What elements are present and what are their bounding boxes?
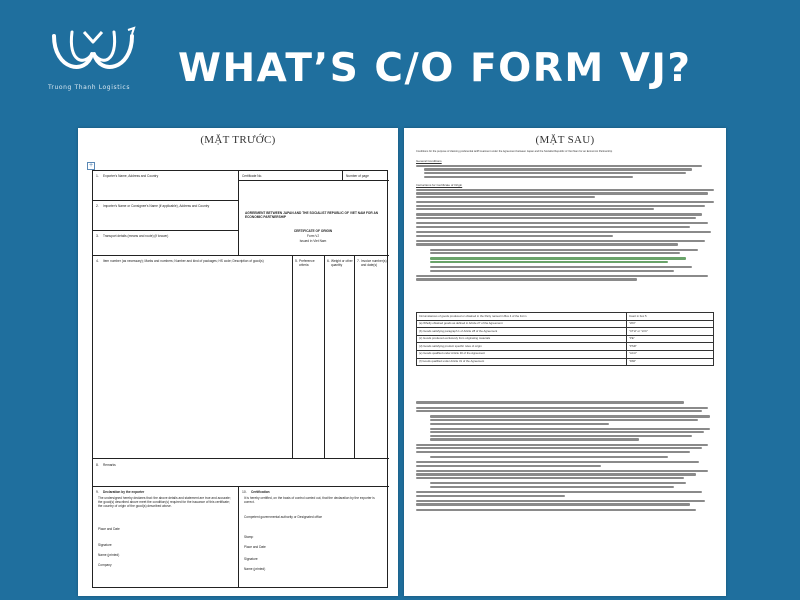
table-cell: (a) Wholly obtained goods as defined in Article 27 of the Agreement <box>417 321 627 328</box>
goods-section <box>93 255 389 459</box>
table-cell: "PE" <box>629 336 635 341</box>
table-cell: "PSR" <box>629 343 637 348</box>
declaration-company: Company <box>98 563 112 567</box>
table-cell: "ACU" <box>629 351 637 356</box>
instructions-section <box>416 184 714 282</box>
back-page <box>404 128 726 596</box>
table-cell: (d) Goods satisfying product specific rules of origin <box>417 343 627 350</box>
box-importer: 2. Importer's Name or Consignee's Name (if applicable), Address and Country <box>93 201 239 231</box>
page-headline: WHAT’S C/O FORM VJ? <box>178 46 692 91</box>
box-goods-label: Item number (as necessary); Marks and numbers; Number and kind of packages; HS code; Description of good(s) <box>103 259 264 263</box>
table-header <box>417 313 713 321</box>
instructions-title: Instructions for Certificate of Origin <box>416 184 463 187</box>
certification-title: Certification <box>251 490 270 494</box>
box-goods-description: 4. Item number (as necessary); Marks and numbers; Number and kind of packages; HS code; Description of good(s) <box>93 256 293 458</box>
table-row <box>417 328 713 336</box>
back-intro-text: Conditions for the purpose of claiming preferential tariff treatment under the Agreement between Japan and the Socialist Republic of Viet Nam for an Economic Partnership <box>416 150 613 153</box>
table-row <box>417 336 713 344</box>
general-conditions-title: General Conditions <box>416 160 442 163</box>
box-reference <box>239 171 343 181</box>
table-row <box>417 343 713 351</box>
declaration-body: The undersigned hereby declares that: the above details and statement are true and accurate; the good(s) described above meet the condition(s) required for the issuance of this certificate; the country of origin of the good(s) described above. <box>98 496 231 508</box>
box-transport-label: Transport details (means and route) (if known) <box>103 234 169 238</box>
table-cell: "CTH" or "LVC" <box>629 328 648 333</box>
table-cell: "DMI" <box>629 359 637 364</box>
table-row <box>417 359 713 366</box>
box-remarks: 8. Remarks <box>93 459 389 487</box>
logo-mark-icon <box>48 26 138 82</box>
form-vj-front <box>92 170 388 588</box>
agreement-title: AGREEMENT BETWEEN JAPAN AND THE SOCIALIST REPUBLIC OF VIET NAM FOR AN ECONOMIC PARTNERSHIP <box>245 211 379 219</box>
move-handle-icon[interactable]: + <box>88 162 94 169</box>
box-page <box>343 171 389 181</box>
front-page-title: (MẶT TRƯỚC) <box>200 134 276 146</box>
table-cell: "WO" <box>629 321 636 326</box>
certification-place-date: Place and Date <box>244 545 266 549</box>
certification-body: It is hereby certified, on the basis of control carried out, that the declaration by the exporter is correct. <box>244 496 375 504</box>
box-invoice: 7. Invoice number(s) and date(s) <box>357 259 387 267</box>
company-logo <box>48 26 138 92</box>
certification-stamp: Stamp <box>244 535 254 539</box>
box-page-label: Number of page <box>346 174 369 178</box>
box-reference-label: Certificate No. <box>242 174 263 178</box>
box-remarks-label: Remarks <box>103 463 116 467</box>
declaration-title: Declaration by the exporter <box>103 490 145 494</box>
box-preference-label: Preference criteria <box>299 259 315 267</box>
table-row <box>417 321 713 329</box>
table-cell: (f) Goods qualified under Article 31 of the Agreement <box>417 359 627 366</box>
back-page-title: (MẶT SAU) <box>535 134 595 146</box>
box-transport: 3. Transport details (means and route) (if known) <box>93 231 239 255</box>
box-weight: 6. Weight or other quantity <box>325 256 355 458</box>
declaration-place-date: Place and Date <box>98 527 120 531</box>
preference-criteria-table <box>416 312 714 366</box>
table-cell: (c) Goods produced exclusively from originating materials <box>417 336 627 343</box>
certification-signature: Signature <box>244 557 258 561</box>
table-cell: (b) Goods satisfying paragraph 1 of Article 28 of the Agreement <box>417 328 627 335</box>
declaration-name: Name (printed) <box>98 553 120 557</box>
back-notes <box>416 400 714 512</box>
general-conditions <box>416 160 714 179</box>
issued-label: Issued in Viet Nam <box>299 239 327 243</box>
logo-text: Truong Thanh Logistics <box>48 84 131 91</box>
box-certification: 10. Certification It is hereby certified, on the basis of control carried out, that the declaration by the exporter is correct. Competent governmental authority or Designated office Stamp Place and Date Signature Name (printed) <box>239 487 389 587</box>
certification-authority: Competent governmental authority or Designated office <box>244 515 323 519</box>
table-row <box>417 351 713 359</box>
back-intro <box>416 150 714 153</box>
table-cell: (e) Goods qualified under Article 30 of the Agreement <box>417 351 627 358</box>
box-invoice-label: Invoice number(s) and date(s) <box>361 259 387 267</box>
table-header-insert: Insert in box 5 <box>629 313 647 318</box>
box-preference: 5. Preference criteria <box>293 256 325 458</box>
front-page <box>78 128 398 596</box>
table-header-circumstances: Circumstances of goods produced or obtained in the Party named in Box 4 of the Form <box>417 313 627 320</box>
box-exporter-label: Exporter's Name, Address and Country <box>103 174 159 178</box>
certificate-title: CERTIFICATE OF ORIGIN <box>293 229 333 233</box>
box-declaration: 9. Declaration by the exporter The undersigned hereby declares that: the above details and statement are true and accurate; the good(s) described above meet the condition(s) required for the issuance of this certificate; the country of origin of the good(s) described above. Place and Date Signature Name (printed) Company <box>93 487 239 587</box>
box-importer-label: Importer's Name or Consignee's Name (if applicable), Address and Country <box>103 204 210 208</box>
certification-name: Name (printed) <box>244 567 266 571</box>
box-exporter: 1. Exporter's Name, Address and Country <box>93 171 239 201</box>
declaration-signature: Signature <box>98 543 112 547</box>
form-label: Form VJ <box>306 234 320 238</box>
box-weight-label: Weight or other quantity <box>331 259 353 267</box>
